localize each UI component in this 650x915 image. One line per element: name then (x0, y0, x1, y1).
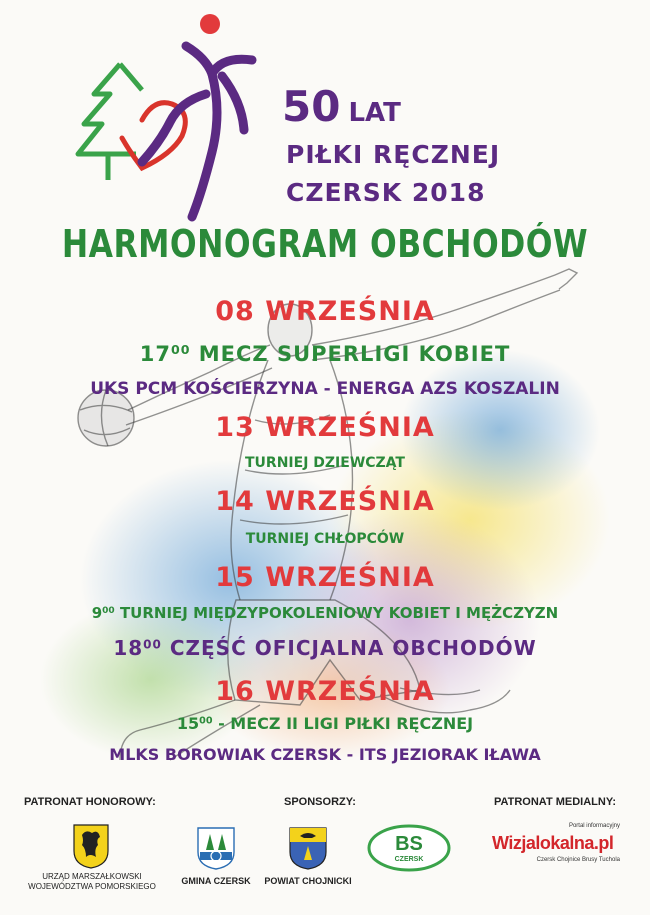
bs-czersk-logo (366, 822, 452, 874)
event-1-time-minutes: 00 (170, 342, 191, 358)
event-4-line (0, 604, 650, 622)
event-3: TURNIEJ CHŁOPCÓW (245, 531, 405, 547)
event-5-title: CZĘŚĆ OFICJALNA OBCHODÓW (169, 636, 537, 660)
event-5-time: 18 (113, 636, 144, 660)
urzad-line-2: WOJEWÓDZTWA POMORSKIEGO (28, 882, 156, 891)
match-1: UKS PCM KOŚCIERZYNA - ENERGA AZS KOSZALIN (90, 379, 560, 399)
event-4-time: 9 (91, 604, 103, 622)
event-4-title: TURNIEJ MIĘDZYPOKOLENIOWY KOBIET I MĘŻCZYZN (119, 604, 559, 622)
event-5-line (0, 636, 650, 660)
wizja-tagline-bottom: Czersk Chojnice Brusy Tuchola (536, 857, 620, 863)
honorary-patronage-label: PATRONAT HONOROWY: (24, 796, 156, 808)
pomorskie-crest-icon (72, 823, 110, 869)
years-number: 50 (282, 82, 341, 131)
event-1-line (0, 342, 650, 366)
title-years (282, 82, 401, 131)
match-6: MLKS BOROWIAK CZERSK - ITS JEZIORAK IŁAWA (109, 745, 541, 764)
title-line-3: CZERSK 2018 (286, 178, 486, 207)
sponsors-label: SPONSORZY: (284, 796, 356, 808)
title-line-2: PIŁKI RĘCZNEJ (286, 140, 501, 169)
date-1: 08 WRZEŚNIA (215, 296, 435, 327)
event-6-line (0, 714, 650, 733)
wizja-wordmark: Wizjalokalna.pl (492, 833, 614, 853)
powiat-chojnicki-label: POWIAT CHOJNICKI (264, 876, 352, 886)
powiat-chojnicki-crest-icon (288, 826, 328, 870)
gmina-czersk-label: GMINA CZERSK (181, 876, 251, 886)
player-figure-icon (142, 46, 252, 217)
bs-logo-subtext: CZERSK (394, 856, 424, 863)
main-title: HARMONOGRAM OBCHODÓW (61, 222, 589, 266)
date-3: 14 WRZEŚNIA (215, 486, 435, 517)
ball-icon (200, 14, 220, 34)
event-1-time: 17 (139, 342, 171, 366)
event-6-title: - MECZ II LIGI PIŁKI RĘCZNEJ (218, 714, 474, 733)
event-6-time: 15 (176, 714, 200, 733)
years-suffix: LAT (348, 98, 401, 128)
date-6: 16 WRZEŚNIA (215, 676, 435, 707)
club-logo (72, 12, 282, 227)
event-6-time-minutes: 00 (199, 715, 213, 727)
event-1-title: MECZ SUPERLIGI KOBIET (198, 342, 511, 366)
wizja-tagline-top: Portal informacyjny (568, 823, 620, 829)
date-4: 15 WRZEŚNIA (215, 562, 435, 593)
tree-icon (78, 64, 142, 180)
gmina-czersk-crest-icon (196, 826, 236, 870)
urzad-line-1: URZĄD MARSZAŁKOWSKI (42, 872, 142, 881)
bs-logo-text: BS (395, 833, 423, 855)
date-2: 13 WRZEŚNIA (215, 412, 435, 443)
wizjalokalna-logo (492, 823, 624, 869)
event-2: TURNIEJ DZIEWCZĄT (245, 455, 405, 471)
media-patronage-label: PATRONAT MEDIALNY: (494, 796, 617, 808)
event-4-time-minutes: 00 (102, 606, 115, 617)
event-5-time-minutes: 00 (143, 637, 162, 652)
